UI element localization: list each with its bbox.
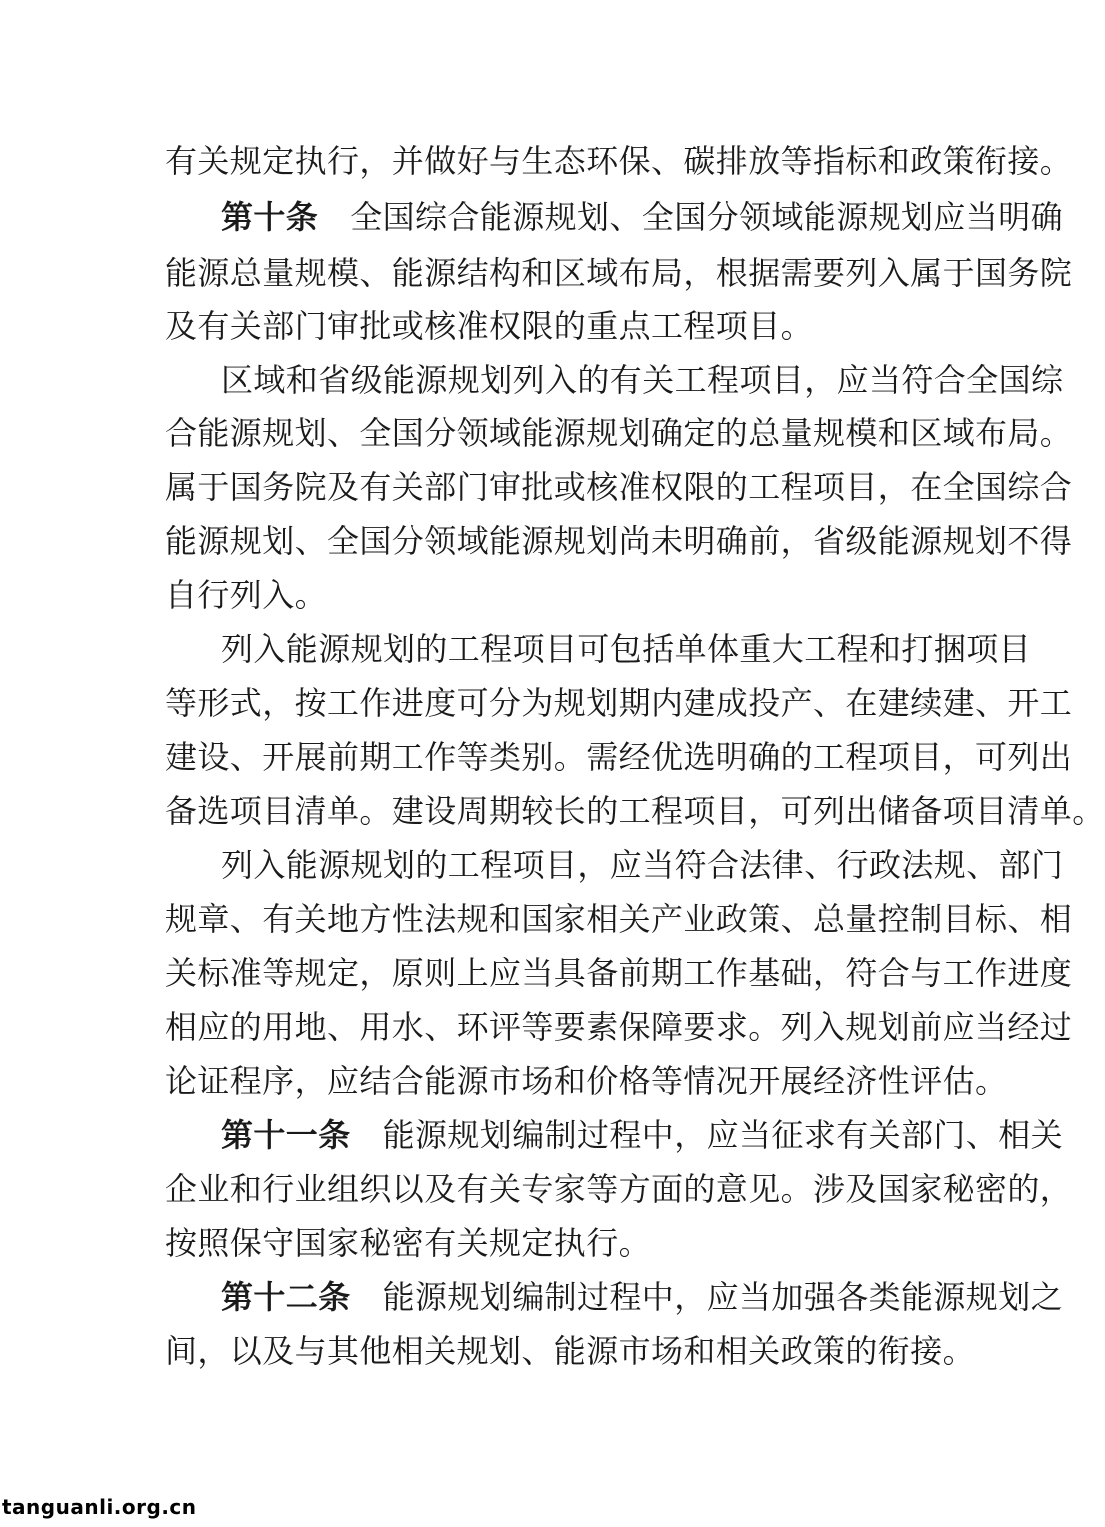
article-label: 第十条 <box>221 198 319 236</box>
article-12-first-line <box>221 1277 1064 1317</box>
paragraph-line: 建设、开展前期工作等类别。需经优选明确的工程项目，可列出 <box>165 738 1073 776</box>
paragraph-line: 论证程序，应结合能源市场和价格等情况开展经济性评估。 <box>165 1062 1008 1100</box>
paragraph-line: 按照保守国家秘密有关规定执行。 <box>165 1224 652 1262</box>
site-watermark: tanguanli.org.cn <box>2 1495 197 1519</box>
paragraph-line: 合能源规划、全国分领域能源规划确定的总量规模和区域布局。 <box>165 414 1073 452</box>
paragraph-line: 属于国务院及有关部门审批或核准权限的工程项目，在全国综合 <box>165 468 1073 506</box>
paragraph-line: 能源规划、全国分领域能源规划尚未明确前，省级能源规划不得 <box>165 522 1073 560</box>
paragraph-line: 列入能源规划的工程项目，应当符合法律、行政法规、部门 <box>221 846 1064 884</box>
paragraph-line: 相应的用地、用水、环评等要素保障要求。列入规划前应当经过 <box>165 1008 1073 1046</box>
paragraph-line-text: 能源规划编制过程中，应当加强各类能源规划之 <box>382 1278 1064 1316</box>
paragraph-line: 关标准等规定，原则上应当具备前期工作基础，符合与工作进度 <box>165 954 1073 992</box>
paragraph-line: 有关规定执行，并做好与生态环保、碳排放等指标和政策衔接。 <box>165 142 1073 180</box>
paragraph-line: 列入能源规划的工程项目可包括单体重大工程和打捆项目 <box>221 630 1032 668</box>
paragraph-line: 自行列入。 <box>165 576 328 614</box>
paragraph-line: 企业和行业组织以及有关专家等方面的意见。涉及国家秘密的， <box>165 1170 1073 1208</box>
article-label: 第十一条 <box>221 1116 351 1154</box>
article-11-first-line <box>221 1115 1064 1155</box>
article-10-first-line <box>221 197 1064 237</box>
paragraph-line: 能源总量规模、能源结构和区域布局，根据需要列入属于国务院 <box>165 254 1073 292</box>
paragraph-line: 等形式，按工作进度可分为规划期内建成投产、在建续建、开工 <box>165 684 1073 722</box>
paragraph-line: 规章、有关地方性法规和国家相关产业政策、总量控制目标、相 <box>165 900 1073 938</box>
article-label: 第十二条 <box>221 1278 351 1316</box>
paragraph-line-text: 全国综合能源规划、全国分领域能源规划应当明确 <box>350 198 1064 236</box>
paragraph-line: 备选项目清单。建设周期较长的工程项目，可列出储备项目清单。 <box>165 792 1105 830</box>
paragraph-line-text: 能源规划编制过程中，应当征求有关部门、相关 <box>382 1116 1064 1154</box>
paragraph-line: 区域和省级能源规划列入的有关工程项目，应当符合全国综 <box>221 361 1064 399</box>
paragraph-line: 间，以及与其他相关规划、能源市场和相关政策的衔接。 <box>165 1332 976 1370</box>
paragraph-line: 及有关部门审批或核准权限的重点工程项目。 <box>165 307 814 345</box>
